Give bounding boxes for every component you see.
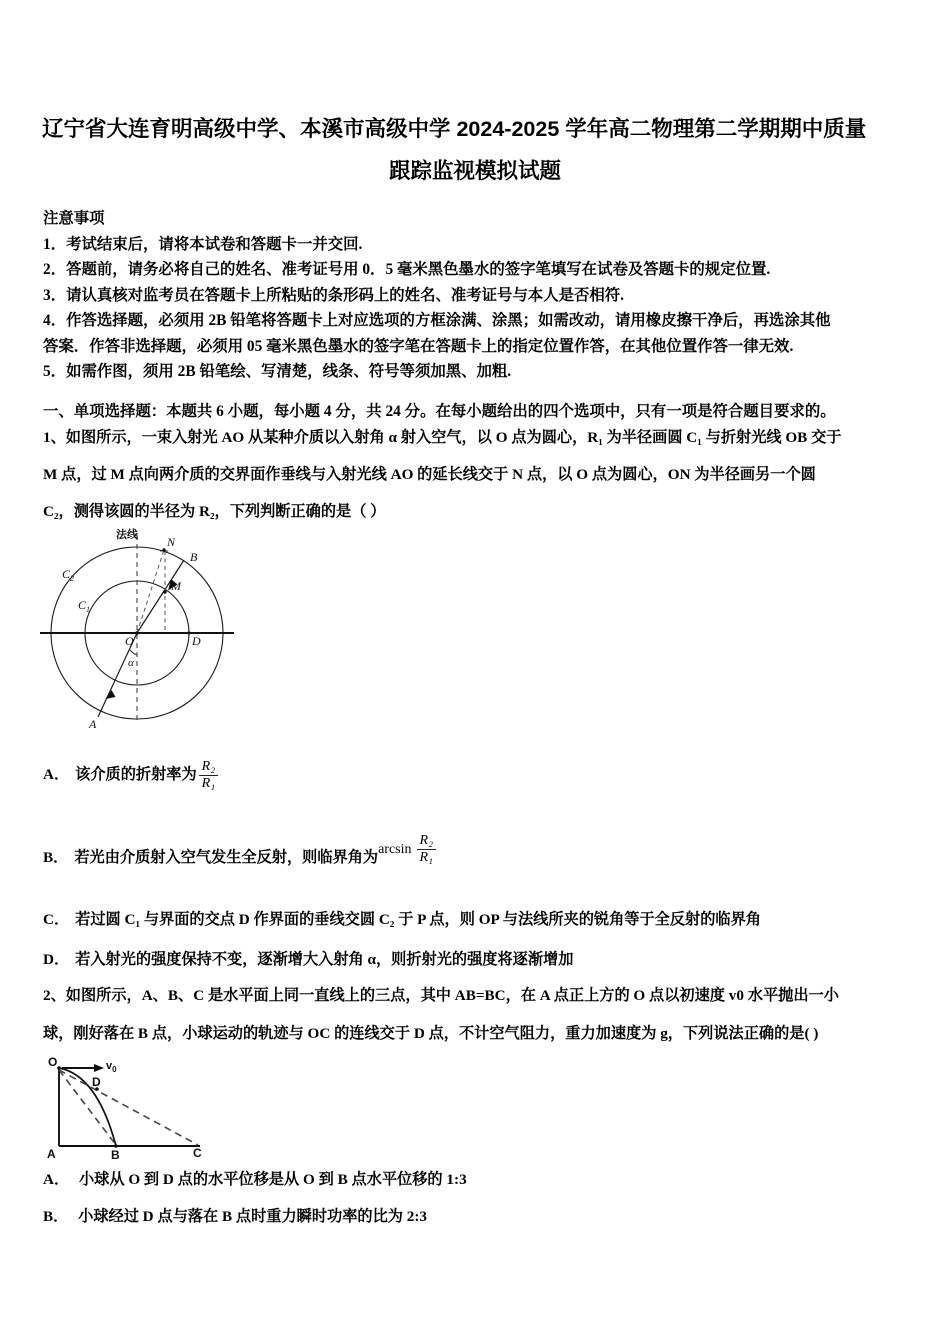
page-title	[42, 108, 908, 192]
section-heading: 一、单项选择题：本题共 6 小题，每小题 4 分，共 24 分。在每小题给出的四个选项中，只有一项是符合题目要求的。	[43, 403, 836, 420]
dashed-line-OB	[59, 1070, 116, 1145]
dashed-line-OC	[59, 1070, 198, 1145]
notice-item-5: 5．如需作图，须用 2B 铅笔绘、写清楚，线条、符号等须加黑、加粗.	[43, 363, 512, 380]
question-1-stem-line-3: C₂，测得该圆的半径为 R₂，下列判断正确的是（ ）	[43, 503, 386, 520]
notice-item-4: 4．作答选择题，必须用 2B 铅笔将答题卡上对应选项的方框涂满、涂黑；如需改动，请用橡皮擦干净后，再选涂其他	[43, 312, 831, 329]
optics-refraction-figure	[38, 527, 288, 739]
label-angle-alpha: α	[128, 657, 134, 669]
question-1-option-B[interactable]: B ． 若光由介质射入空气发生全反射，则临界角为 arcsin $\frac{\text{R₂}}{\text{R₁}}$	[43, 843, 438, 875]
label-point-O: O	[125, 634, 134, 648]
question-2-stem-line-1: 2、如图所示，A、B、C 是水平面上同一直线上的三点，其中 AB=BC，在 A 点正上方的 O 点以初速度 v0 水平抛出一小	[43, 987, 839, 1004]
notice-heading: 注意事项	[43, 210, 105, 227]
option-B-text: 若光由介质射入空气发生全反射，则临界角为	[74, 848, 379, 866]
refracted-ray-OB	[137, 560, 184, 633]
option-B-formula	[378, 834, 438, 866]
option-A-key: A	[43, 766, 54, 783]
label-point-M: M	[171, 579, 181, 593]
option-A-denominator: R₁	[199, 775, 218, 791]
question-1-option-C[interactable]: C ． 若过圆 C₁ 与界面的交点 D 作界面的垂线交圆 C₂ 于 P 点，则 OP 与法线所夹的锐角等于全反射的临界角	[43, 908, 761, 929]
point-N	[162, 548, 165, 551]
label-point-B: B	[190, 550, 198, 564]
question-1-stem	[43, 426, 923, 521]
question-1-stem-line-2: M 点，过 M 点向两介质的交界面作垂线与入射光线 AO 的延长线交于 N 点，以 O 点为圆心，ON 为半径画另一个圆	[43, 466, 816, 483]
option-A-numerator: R₂	[201, 759, 216, 774]
question-2-option-A[interactable]: A． 小球从 O 到 D 点的水平位移是从 O 到 B 点水平位移的 1:3	[43, 1171, 467, 1188]
question-2-stem-line-2: 球，刚好落在 B 点，小球运动的轨迹与 OC 的连线交于 D 点，不计空气阻力，重力加速度为 g，下列说法正确的是( )	[43, 1025, 819, 1042]
question-2-stem	[43, 984, 933, 1043]
option-A-formula	[199, 760, 218, 792]
label-point-N: N	[167, 535, 176, 549]
option-D-key: D	[43, 951, 54, 968]
question-2-option-B[interactable]: B． 小球经过 D 点与落在 B 点时重力瞬时功率的比为 2:3	[43, 1208, 428, 1225]
projectile-motion-figure	[40, 1053, 215, 1161]
label-point-D: D	[192, 634, 201, 648]
page-title-line-1: 辽宁省大连育明高级中学、本溪市高级中学 2024-2025 学年高二物理第二学期期中质量	[42, 117, 867, 141]
notice-item-2: 2．答题前，请务必将自己的姓名、准考证号用 0．5 毫米黑色墨水的签字笔填写在试卷及答题卡的规定位置.	[43, 261, 771, 278]
q2-option-B-key: B	[43, 1208, 54, 1225]
label-point-D: D	[92, 1075, 101, 1089]
angle-alpha-arc	[130, 650, 137, 655]
notice-block	[43, 206, 905, 385]
label-point-B: B	[111, 1148, 120, 1161]
option-A-text: 该介质的折射率为	[75, 766, 197, 783]
notice-item-1: 1．考试结束后，请将本试卷和答题卡一并交回.	[43, 235, 363, 253]
question-1-stem-line-1: 1、如图所示，一束入射光 AO 从某种介质以入射角 α 射入空气，以 O 点为圆心，R₁ 为半径画圆 C₁ 与折射光线 OB 交于	[43, 429, 842, 446]
extension-line-ON	[137, 550, 164, 633]
q2-option-A-text: 小球从 O 到 D 点的水平位移是从 O 到 B 点水平位移的 1:3	[78, 1171, 467, 1188]
question-1-option-D[interactable]: D ． 若入射光的强度保持不变，逐渐增大入射角 α，则折射光的强度将逐渐增加	[43, 948, 573, 969]
label-point-A: A	[89, 717, 97, 731]
notice-item-4-cont: 答案．作答非选择题，必须用 05 毫米黑色墨水的签字笔在答题卡上的指定位置作答，在其他位置作答一律无效.	[43, 337, 794, 355]
option-B-denominator: R₁	[417, 849, 436, 865]
point-M	[163, 590, 166, 593]
option-B-fraction	[417, 834, 436, 866]
point-D	[187, 631, 190, 634]
label-circle-c1: $C_1$	[78, 598, 91, 614]
option-C-key: C	[43, 911, 54, 928]
option-B-function: arcsin	[378, 841, 412, 857]
point-O	[57, 1066, 61, 1070]
option-B-numerator: R₂	[419, 833, 433, 848]
v0-arrow-head	[94, 1064, 104, 1072]
label-point-O: O	[48, 1055, 58, 1069]
q2-option-A-key: A	[43, 1171, 54, 1188]
label-point-C: C	[193, 1146, 202, 1160]
label-point-A: A	[47, 1147, 56, 1161]
trajectory-parabola-OB	[59, 1068, 116, 1146]
point-O	[135, 631, 138, 634]
label-v0: $v_0$	[106, 1060, 117, 1074]
page-title-line-2: 跟踪监视模拟试题	[388, 159, 561, 183]
label-normal-line: 法线	[116, 529, 138, 541]
notice-item-3: 3．请认真核对监考员在答题卡上所粘贴的条形码上的姓名、准考证号与本人是否相符.	[43, 286, 624, 304]
option-D-text: 若入射光的强度保持不变，逐渐增大入射角 α，则折射光的强度将逐渐增加	[75, 951, 574, 968]
option-B-key: B	[43, 848, 54, 866]
question-1-option-A[interactable]: A ． 该介质的折射率为 $\frac{\text{R₂}}{\text{R₁}}$	[43, 763, 220, 801]
option-C-text: 若过圆 C₁ 与界面的交点 D 作界面的垂线交圆 C₂ 于 P 点，则 OP 与法线所夹的锐角等于全反射的临界角	[75, 911, 761, 928]
q2-option-B-text: 小球经过 D 点与落在 B 点时重力瞬时功率的比为 2:3	[78, 1208, 428, 1225]
label-circle-c2: $C_2$	[62, 567, 75, 583]
